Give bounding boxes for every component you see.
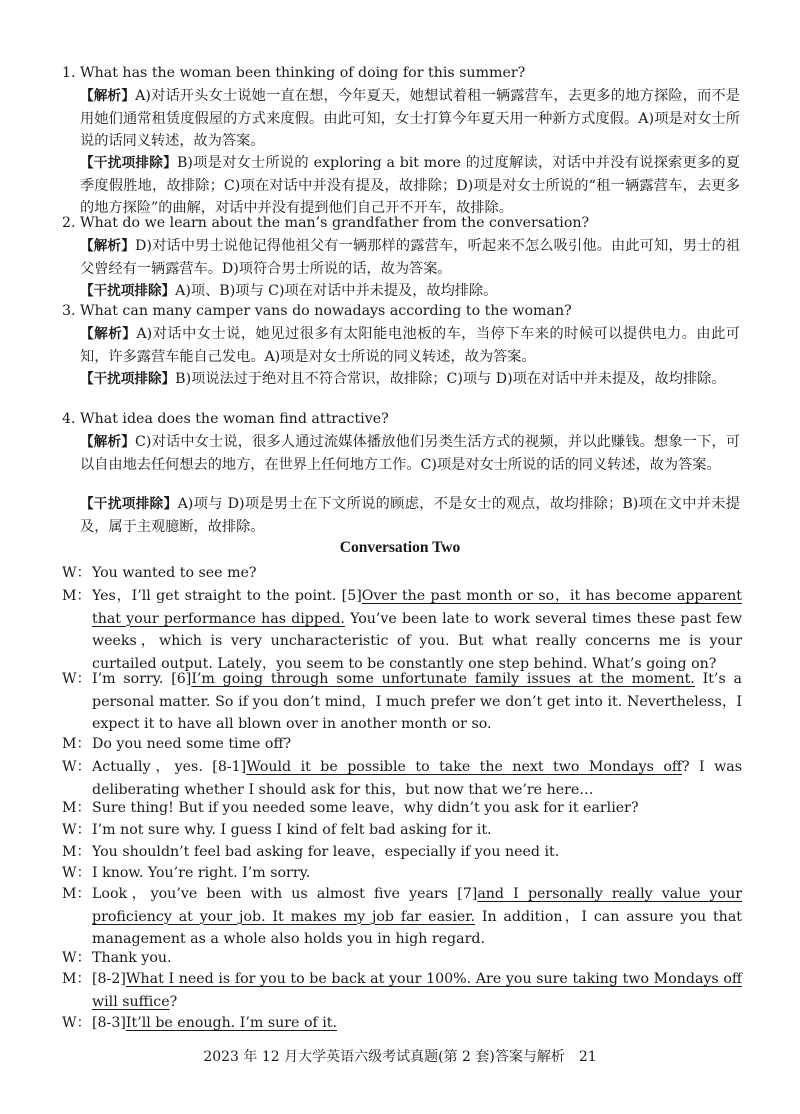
question-marker: [8-2] (92, 971, 126, 987)
page-number: 21 (578, 1049, 597, 1065)
question-2-analysis (80, 235, 740, 280)
speaker-label: M： (62, 844, 91, 860)
distractor-tag: 【干扰项排除】 (80, 496, 178, 512)
answer-underline: Would it be possible to take the next two Mondays off (246, 759, 682, 775)
question-3: 3. What can many camper vans do nowadays according to the woman? (62, 303, 572, 319)
speaker-label: M： (62, 736, 91, 752)
speaker-label: M： (62, 800, 91, 816)
dialogue-turn (62, 968, 742, 1013)
answer-underline: Over the past month or so，it has become apparent that your performance has dipped. (92, 588, 742, 627)
turn-text: Look，you’ve been with us almost five years (92, 886, 458, 902)
turn-text-tail: You’ve been late to work several times these past few weeks，which is very uncharacteristic of you. But what really concerns me is your curtailed output. Lately，you seem to be constantly one step behind. What’s going on? (92, 610, 743, 672)
speaker-label: M： (62, 971, 91, 987)
distractor-tag: 【干扰项排除】 (80, 371, 176, 387)
turn-text: Sure thing! But if you needed some leave，why didn’t you ask for it earlier? (92, 800, 639, 816)
speaker-label: W： (62, 865, 91, 881)
speaker-label: M： (62, 588, 91, 604)
analysis-tag: 【解析】 (80, 434, 136, 450)
speaker-label: M： (62, 886, 91, 902)
question-marker: [8-1] (212, 759, 247, 775)
turn-text: Actually，yes. (92, 759, 213, 775)
turn-text: I’m not sure why. I guess I kind of felt bad asking for it. (92, 822, 492, 838)
answer-underline: and I personally really value your proficiency at your job. It makes my job far easier. (92, 886, 742, 925)
turn-text-tail: ? (169, 993, 178, 1010)
footer-title: 2023 年 12 月大学英语六级考试真题(第 2 套)答案与解析 (203, 1049, 565, 1065)
dialogue-turn (62, 883, 742, 951)
question-2: 2. What do we learn about the man’s grandfather from the conversation? (62, 215, 590, 231)
distractor-text: A)项、B)项与 C)项在对话中并未提及，故均排除。 (175, 283, 498, 299)
answer-underline: What I need is for you to be back at your 100%. Are you sure taking two Mondays off will suffice (92, 971, 742, 1010)
conversation-heading: Conversation Two (339, 539, 461, 556)
analysis-text: A)对话开头女士说她一直在想，今年夏天，她想试着租一辆露营车，去更多的地方探险，而不是用她们通常租赁度假屋的方式来度假。由此可知，女士打算今年夏天用一种新方式度假。A)项是对女士所说的话同义转述，故为答案。 (80, 88, 740, 149)
analysis-text: A)对话中女士说，她见过很多有太阳能电池板的车，当停下车来的时候可以提供电力。由此可知，许多露营车能自己发电。A)项是对女士所说的同义转述，故为答案。 (80, 326, 740, 365)
dialogue-turn (62, 841, 742, 864)
question-4-distractor (80, 493, 740, 538)
analysis-text: C)对话中女士说，很多人通过流媒体播放他们另类生活方式的视频，并以此赚钱。想象一下，可以自由地去任何想去的地方，在世界上任何地方工作。C)项是对女士所说的话的同义转述，故为答案。 (80, 434, 740, 473)
dialogue-turn (62, 862, 742, 885)
question-marker: [6] (171, 671, 192, 687)
distractor-text: A)项与 D)项是男士在下文所说的顾虑，不是女士的观点，故均排除；B)项在文中并未提及，属于主观臆断，故排除。 (80, 496, 740, 535)
page-footer (0, 1046, 800, 1066)
distractor-tag: 【干扰项排除】 (80, 283, 176, 299)
answer-underline: It’ll be enough. I’m sure of it. (125, 1015, 337, 1031)
analysis-text: D)对话中男士说他记得他祖父有一辆那样的露营车，听起来不怎么吸引他。由此可知，男士的祖父曾经有一辆露营车。D)项符合男士所说的话，故为答案。 (80, 238, 740, 277)
analysis-tag: 【解析】 (80, 326, 137, 342)
speaker-label: W： (62, 1015, 91, 1031)
question-marker: [8-3] (92, 1015, 126, 1031)
distractor-text: B)项说法过于绝对且不符合常识，故排除；C)项与 D)项在对话中并未提及，故均排除。 (175, 371, 726, 387)
dialogue-turn (62, 733, 742, 756)
question-4: 4. What idea does the woman find attractive? (62, 411, 389, 427)
analysis-tag: 【解析】 (80, 238, 135, 254)
distractor-text: B)项是对女士所说的 exploring a bit more 的过度解读，对话中并没有说探索更多的夏季度假胜地，故排除；C)项在对话中并没有提及，故排除；D)项是对女士所说的“租一辆露营车，去更多的地方探险”的曲解，对话中并没有提到他们自己开不开车，故排除。 (80, 155, 741, 216)
question-marker: [7] (457, 886, 478, 902)
dialogue-turn (62, 819, 742, 842)
dialogue-turn (62, 585, 742, 675)
question-4-analysis (80, 431, 740, 476)
dialogue-turn (62, 947, 742, 970)
turn-text: You shouldn’t feel bad asking for leave，especially if you need it. (92, 844, 560, 860)
question-1-analysis (80, 85, 740, 153)
answer-underline: I’m going through some unfortunate family issues at the moment. (191, 671, 695, 687)
turn-text: I know. You’re right. I’m sorry. (92, 865, 311, 881)
question-1-distractor (80, 152, 740, 220)
question-3-distractor (80, 368, 740, 391)
dialogue-turn (62, 668, 742, 736)
dialogue-turn (62, 562, 742, 585)
speaker-label: W： (62, 950, 91, 966)
dialogue-turn (62, 797, 742, 820)
turn-text: Yes，I’ll get straight to the point. (92, 588, 342, 604)
analysis-tag: 【解析】 (80, 88, 136, 104)
speaker-label: W： (62, 671, 91, 687)
speaker-label: W： (62, 565, 91, 581)
turn-text: Thank you. (92, 950, 172, 966)
turn-text: You wanted to see me? (92, 565, 257, 581)
question-3-analysis (80, 323, 740, 368)
dialogue-turn (62, 1012, 742, 1035)
question-marker: [5] (341, 588, 362, 604)
turn-text-tail: ? I was deliberating whether I should ask for this，but now that we’re here… (92, 759, 742, 798)
turn-text: Do you need some time off? (92, 736, 292, 752)
distractor-tag: 【干扰项排除】 (80, 155, 177, 171)
turn-text: I’m sorry. (92, 671, 172, 687)
turn-text-tail: It’s a personal matter. So if you don’t mind，I much prefer we don’t get into it. Nevertheless，I expect it to have all blown over in another month or so. (92, 671, 742, 732)
dialogue-turn (62, 756, 742, 801)
turn-text-tail: In addition，I can assure you that management as a whole also holds you in high regard. (92, 908, 742, 947)
question-1: 1. What has the woman been thinking of doing for this summer? (62, 65, 526, 81)
speaker-label: W： (62, 759, 91, 775)
speaker-label: W： (62, 822, 91, 838)
